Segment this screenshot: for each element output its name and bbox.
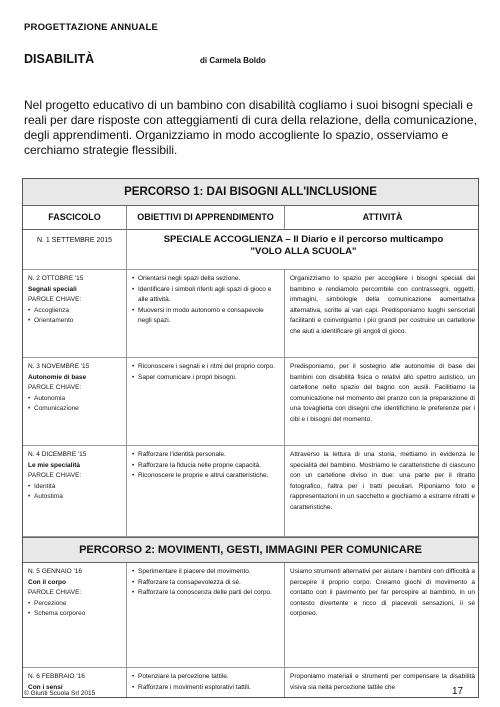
issue-date: N. 6 FEBBRAIO '16 xyxy=(28,673,85,680)
activity-cell: Attraverso la lettura di una storia, mettiamo in evidenza le specialità del bambino. Mostriamo le caratteristiche di ciascuno con un cartellone diviso in due: una parte per il ritratto fotografico, l'altra per i tratti peculiari. Riponiamo foto e rappresentazioni in un sacchetto e giochiamo a estrarre ritratti e caratteristiche. xyxy=(290,451,475,511)
objective-item: • Saper comunicare i propri bisogni. xyxy=(132,373,279,384)
keyword-item: • Accoglienza xyxy=(28,306,121,317)
activity-cell: Usiamo strumenti alternativi per aiutare i bambini con difficoltà a percepire il proprio corpo. Creiamo giochi di movimento a contatto con il pavimento per far percepire al bambino, in un contesto divertente e ricco di piacevoli sensazioni, il sé corporeo. xyxy=(290,568,475,617)
objectives-cell xyxy=(127,446,285,536)
program-table xyxy=(22,178,479,698)
keywords-label: PAROLE CHIAVE: xyxy=(28,384,82,391)
issue-date: N. 4 DICEMBRE '15 xyxy=(28,451,87,458)
col-header-attivita: ATTIVITÀ xyxy=(285,206,479,230)
objective-item: • Sperimentare il piacere del movimento. xyxy=(132,567,279,578)
author-line: di Carmela Boldo xyxy=(200,56,266,65)
issue-section: Le mie specialità xyxy=(28,461,81,469)
objective-item: • Muoversi in modo autonomo e consapevole negli spazi. xyxy=(132,306,279,327)
page-number: 17 xyxy=(452,686,464,697)
fascicolo-cell xyxy=(23,446,127,536)
section-header: PROGETTAZIONE ANNUALE xyxy=(24,22,159,33)
objectives-cell xyxy=(127,668,285,698)
intro-paragraph: Nel progetto educativo di un bambino con disabilità cogliamo i suoi bisogni speciali e reali per dare risposte con atteggiamenti di cura della relazione, della comunicazione, degli apprendimenti. Organizziamo in modo accogliente lo spazio, osserviamo e cerchiamo strategie flessibili. xyxy=(24,98,477,157)
page-title: DISABILITÀ xyxy=(24,52,95,66)
percorso-1-heading: PERCORSO 1: DAI BISOGNI ALL'INCLUSIONE xyxy=(23,179,478,206)
keywords-label: PAROLE CHIAVE: xyxy=(28,296,82,303)
objective-item: • Potenziare la percezione tattile. xyxy=(132,672,279,683)
activity-cell: Organizziamo lo spazio per accogliere i bisogni speciali del bambino e rendiamolo percorribile con contrassegni, oggetti, immagini, simbologie della comunicazione aumentativa alternativa, scritte ai vari capi. Predisponiamo luoghi sensoriali facilitanti e coinvolgiamo i più grandi per costruire un cartellone che aiuti a identificare gli angoli di gioco. xyxy=(290,275,475,335)
issue-date: N. 5 GENNAIO '16 xyxy=(28,568,82,575)
issue-section: Con il corpo xyxy=(28,578,66,586)
keyword-item: • Autonomia xyxy=(28,394,121,405)
issue-section: Segnali speciali xyxy=(28,285,77,293)
keywords-label: PAROLE CHIAVE: xyxy=(28,589,82,596)
keyword-item: • Identità xyxy=(28,482,121,493)
issue-date: N. 3 NOVEMBRE '15 xyxy=(28,363,90,370)
activity-cell: Predisponiamo, per il sostegno alle autonomie di base dei bambini con disabilità fisica o relativi allo spettro autistico, un cartellone nello spazio del bagno con ausili. Facilitiamo la comunicazione nel momento del pranzo con la preparazione di una tovaglietta con disegni che identifichino le preferenze per i cibi e i bisogni del momento. xyxy=(290,363,475,423)
keyword-item: • Autostima xyxy=(28,492,121,503)
objective-item: • Riconoscere i segnali e i ritmi del proprio corpo. xyxy=(132,362,279,373)
special-title-line1: SPECIALE ACCOGLIENZA – Il Diario e il percorso multicampo xyxy=(163,234,444,245)
special-row xyxy=(23,230,478,270)
objective-item: • Rafforzare la consapevolezza di sé. xyxy=(132,578,279,589)
table-row xyxy=(23,358,478,446)
keyword-item: • Percezione xyxy=(28,599,121,610)
objective-item: • Riconoscere le proprie e altrui caratteristiche. xyxy=(132,471,279,482)
objective-item: • Orientarsi negli spazi della sezione. xyxy=(132,274,279,285)
objective-item: • Rafforzare la fiducia nelle proprie capacità. xyxy=(132,461,279,472)
table-row xyxy=(23,270,478,358)
activity-cell: Proponiamo materiali e strumenti per compensare la disabilità visiva sia nella percezione tattile che xyxy=(290,673,475,691)
objective-item: • Rafforzare la conoscenza delle parti del corpo. xyxy=(132,588,279,599)
objective-item: • Identificare i simboli riferiti agli spazi di gioco e alle attività. xyxy=(132,285,279,306)
table-row xyxy=(23,446,478,537)
col-header-obiettivi: OBIETTIVI DI APPRENDIMENTO xyxy=(127,206,285,230)
issue-section: Con i sensi xyxy=(28,683,63,691)
issue-date: N. 2 OTTOBRE '15 xyxy=(28,275,84,282)
issue-section: Autonomie di base xyxy=(28,373,87,381)
objective-item: • Rafforzare i movimenti esplorativi tattili. xyxy=(132,683,279,694)
keyword-item: • Schema corporeo xyxy=(28,609,121,620)
objectives-cell xyxy=(127,358,285,445)
special-fascicolo: N. 1 SETTEMBRE 2015 xyxy=(23,230,127,269)
objectives-cell xyxy=(127,270,285,357)
table-row xyxy=(23,563,478,668)
percorso-2-heading: PERCORSO 2: MOVIMENTI, GESTI, IMMAGINI PER COMUNICARE xyxy=(23,537,478,563)
fascicolo-cell xyxy=(23,270,127,357)
copyright: © Giunti Scuola Srl 2015 xyxy=(24,690,96,697)
special-title xyxy=(127,230,479,269)
fascicolo-cell xyxy=(23,358,127,445)
special-title-line2: "VOLO ALLA SCUOLA" xyxy=(250,246,357,257)
objectives-cell xyxy=(127,563,285,667)
col-header-fascicolo: FASCICOLO xyxy=(23,206,127,230)
keyword-item: • Orientamento xyxy=(28,316,121,327)
keywords-label: PAROLE CHIAVE: xyxy=(28,472,82,479)
keyword-item: • Comunicazione xyxy=(28,404,121,415)
fascicolo-cell xyxy=(23,563,127,667)
objective-item: • Rafforzare l'identità personale. xyxy=(132,450,279,461)
